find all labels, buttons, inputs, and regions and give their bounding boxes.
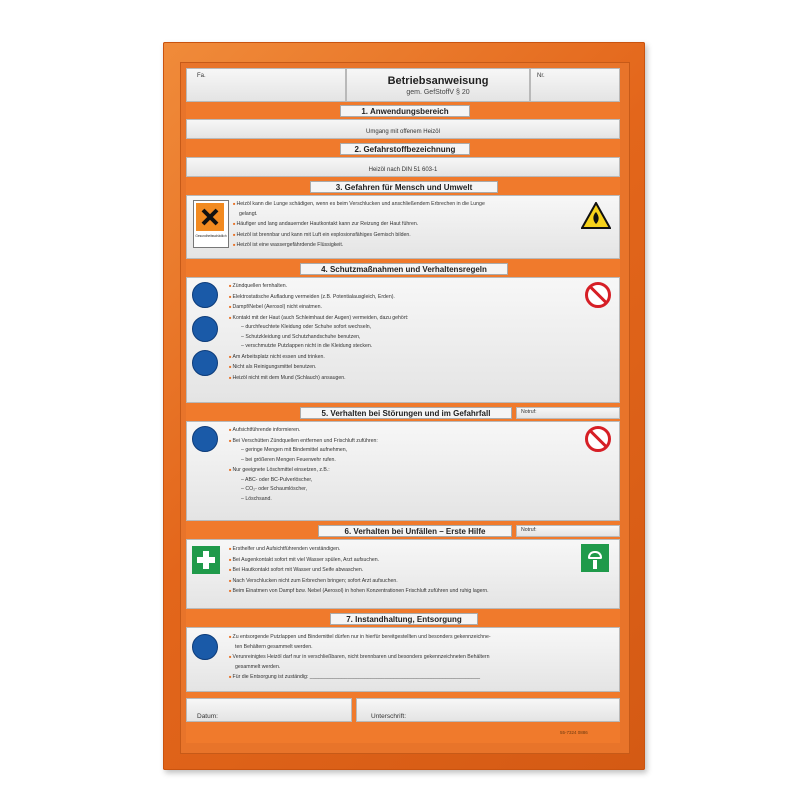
list-item: ten Behältern gesammelt werden. [235, 643, 313, 650]
list-item: ■ Verunreinigtes Heizöl darf nur in verschließbaren, nicht brennbaren und besonders gekennzeichneten Behältern [229, 652, 617, 663]
section-1-text: Umgang mit offenem Heizöl [366, 129, 440, 135]
fa-field [186, 68, 346, 102]
face-protection-icon [192, 426, 218, 452]
fa-label: Fa. [197, 73, 206, 79]
protective-clothing-icon [192, 350, 218, 376]
section-6-list [229, 544, 574, 597]
list-item: ■ Bei Hautkontakt sofort mit Wasser und Seife abwaschen. [229, 565, 574, 576]
section-5-heading: 5. Verhalten bei Störungen und im Gefahrfall [300, 407, 512, 419]
section-7-list [229, 632, 617, 683]
list-item: – Löschsand. [229, 495, 569, 505]
datum-field [186, 698, 352, 722]
list-item: gesammelt werden. [235, 663, 281, 670]
list-item: ■ Heizöl ist eine wassergefährdende Flüssigkeit. [233, 240, 573, 251]
section-3-heading: 3. Gefahren für Mensch und Umwelt [310, 181, 498, 193]
list-item: ■ Zündquellen fernhalten. [229, 281, 569, 292]
list-item: – durchfeuchtete Kleidung oder Schuhe sofort wechseln, [229, 323, 569, 333]
notruf-label: Notruf: [521, 527, 537, 533]
eye-wash-icon [581, 544, 609, 572]
list-item: – geringe Mengen mit Bindemittel aufnehmen, [229, 446, 569, 456]
face-protection-icon [192, 316, 218, 342]
list-item: ■ Ersthelfer und Aufsichtführenden verständigen. [229, 544, 574, 555]
list-item: ■ Bei Verschütten Zündquellen entfernen und Frischluft zuführen: [229, 436, 569, 447]
section-7-body [186, 627, 620, 692]
notruf-field-5 [516, 407, 620, 419]
section-6-body [186, 539, 620, 609]
list-item: ■ Nur geeignete Löschmittel einsetzen, z.B.: [229, 465, 569, 476]
gloves-icon [192, 634, 218, 660]
list-item: ■ Elektrostatische Aufladung vermeiden (z.B. Potentialausgleich, Erden). [229, 292, 569, 303]
gloves-icon [192, 282, 218, 308]
title-block [346, 68, 530, 102]
list-item: – Schutzkleidung und Schutzhandschuhe benutzen, [229, 333, 569, 343]
section-5-body [186, 421, 620, 521]
list-item: ■ Heizöl kann die Lunge schädigen, wenn es beim Verschlucken und anschließendem Erbrechen in die Lunge [233, 199, 573, 210]
product-code: 55-7324 0886 [560, 730, 588, 735]
page-subtitle: gem. GefStoffV § 20 [406, 89, 470, 96]
section-4-heading: 4. Schutzmaßnahmen und Verhaltensregeln [300, 263, 508, 275]
unterschrift-field [356, 698, 620, 722]
list-item: – bei größeren Mengen Feuerwehr rufen. [229, 456, 569, 466]
list-item: ■ Am Arbeitsplatz nicht essen und trinken. [229, 352, 569, 363]
list-item: ■ Beim Einatmen von Dampf bzw. Nebel (Aerosol) in hohen Konzentrationen Frischluft zuführen und ruhig lagern. [229, 586, 574, 597]
page-title: Betriebsanweisung [387, 75, 489, 87]
list-item: ■ Heizöl nicht mit dem Mund (Schlauch) ansaugen. [229, 373, 569, 384]
list-item: ■ Nicht als Reinigungsmittel benutzen. [229, 362, 569, 373]
list-item: ■ Nach Verschlucken nicht zum Erbrechen bringen; sofort Arzt aufsuchen. [229, 576, 574, 587]
section-5-list [229, 425, 569, 504]
first-aid-icon [192, 546, 220, 574]
section-6-heading: 6. Verhalten bei Unfällen – Erste Hilfe [318, 525, 512, 537]
unterschrift-label: Unterschrift: [371, 713, 407, 720]
list-item: gelangt. [239, 210, 258, 217]
list-item: ■ Kontakt mit der Haut (auch Schleimhaut der Augen) vermeiden, dazu gehört: [229, 313, 569, 324]
section-2-text: Heizöl nach DIN 51 603-1 [368, 167, 438, 173]
section-3-list [233, 199, 573, 251]
list-item: ■ Zu entsorgende Putzlappen und Bindemittel dürfen nur in hierfür bereitgestellten und besonders gekennzeichne- [229, 632, 617, 643]
list-item: ■ Dampf/Nebel (Aerosol) nicht einatmen. [229, 302, 569, 313]
hazard-symbol-label: Gesundheitsschädlich [195, 234, 227, 238]
list-item: ■ Aufsichtführende informieren. [229, 425, 569, 436]
notruf-field-6 [516, 525, 620, 537]
section-2-heading: 2. Gefahrstoffbezeichnung [340, 143, 470, 155]
list-item: – verschmutzte Putzlappen nicht in die Kleidung stecken. [229, 342, 569, 352]
list-item: – CO₂- oder Schaumlöscher, [229, 485, 569, 495]
section-4-body [186, 277, 620, 403]
no-open-flame-icon [585, 282, 611, 308]
list-item: ■ Heizöl ist brennbar und kann mit Luft ein explosionsfähiges Gemisch bilden. [233, 230, 573, 241]
list-item: ■ Bei Augenkontakt sofort mit viel Wasser spülen, Arzt aufsuchen. [229, 555, 574, 566]
section-3-body [186, 195, 620, 259]
datum-label: Datum: [197, 713, 218, 720]
list-item: ■ Für die Entsorgung ist zuständig: ___________________________________________________________ [229, 672, 617, 683]
section-4-list [229, 281, 569, 383]
nr-field [530, 68, 620, 102]
list-item: ■ Häufiger und lang andauernder Hautkontakt kann zur Reizung der Haut führen. [233, 219, 573, 230]
no-open-flame-icon [585, 426, 611, 452]
section-7-heading: 7. Instandhaltung, Entsorgung [330, 613, 478, 625]
section-1-heading: 1. Anwendungsbereich [340, 105, 470, 117]
list-item: – ABC- oder BC-Pulverlöscher, [229, 476, 569, 486]
section-1-body [186, 119, 620, 139]
nr-label: Nr. [537, 73, 545, 79]
flammable-warning-icon [581, 202, 611, 229]
harmful-hazard-icon [193, 200, 229, 248]
section-2-body [186, 157, 620, 177]
notruf-label: Notruf: [521, 409, 537, 415]
